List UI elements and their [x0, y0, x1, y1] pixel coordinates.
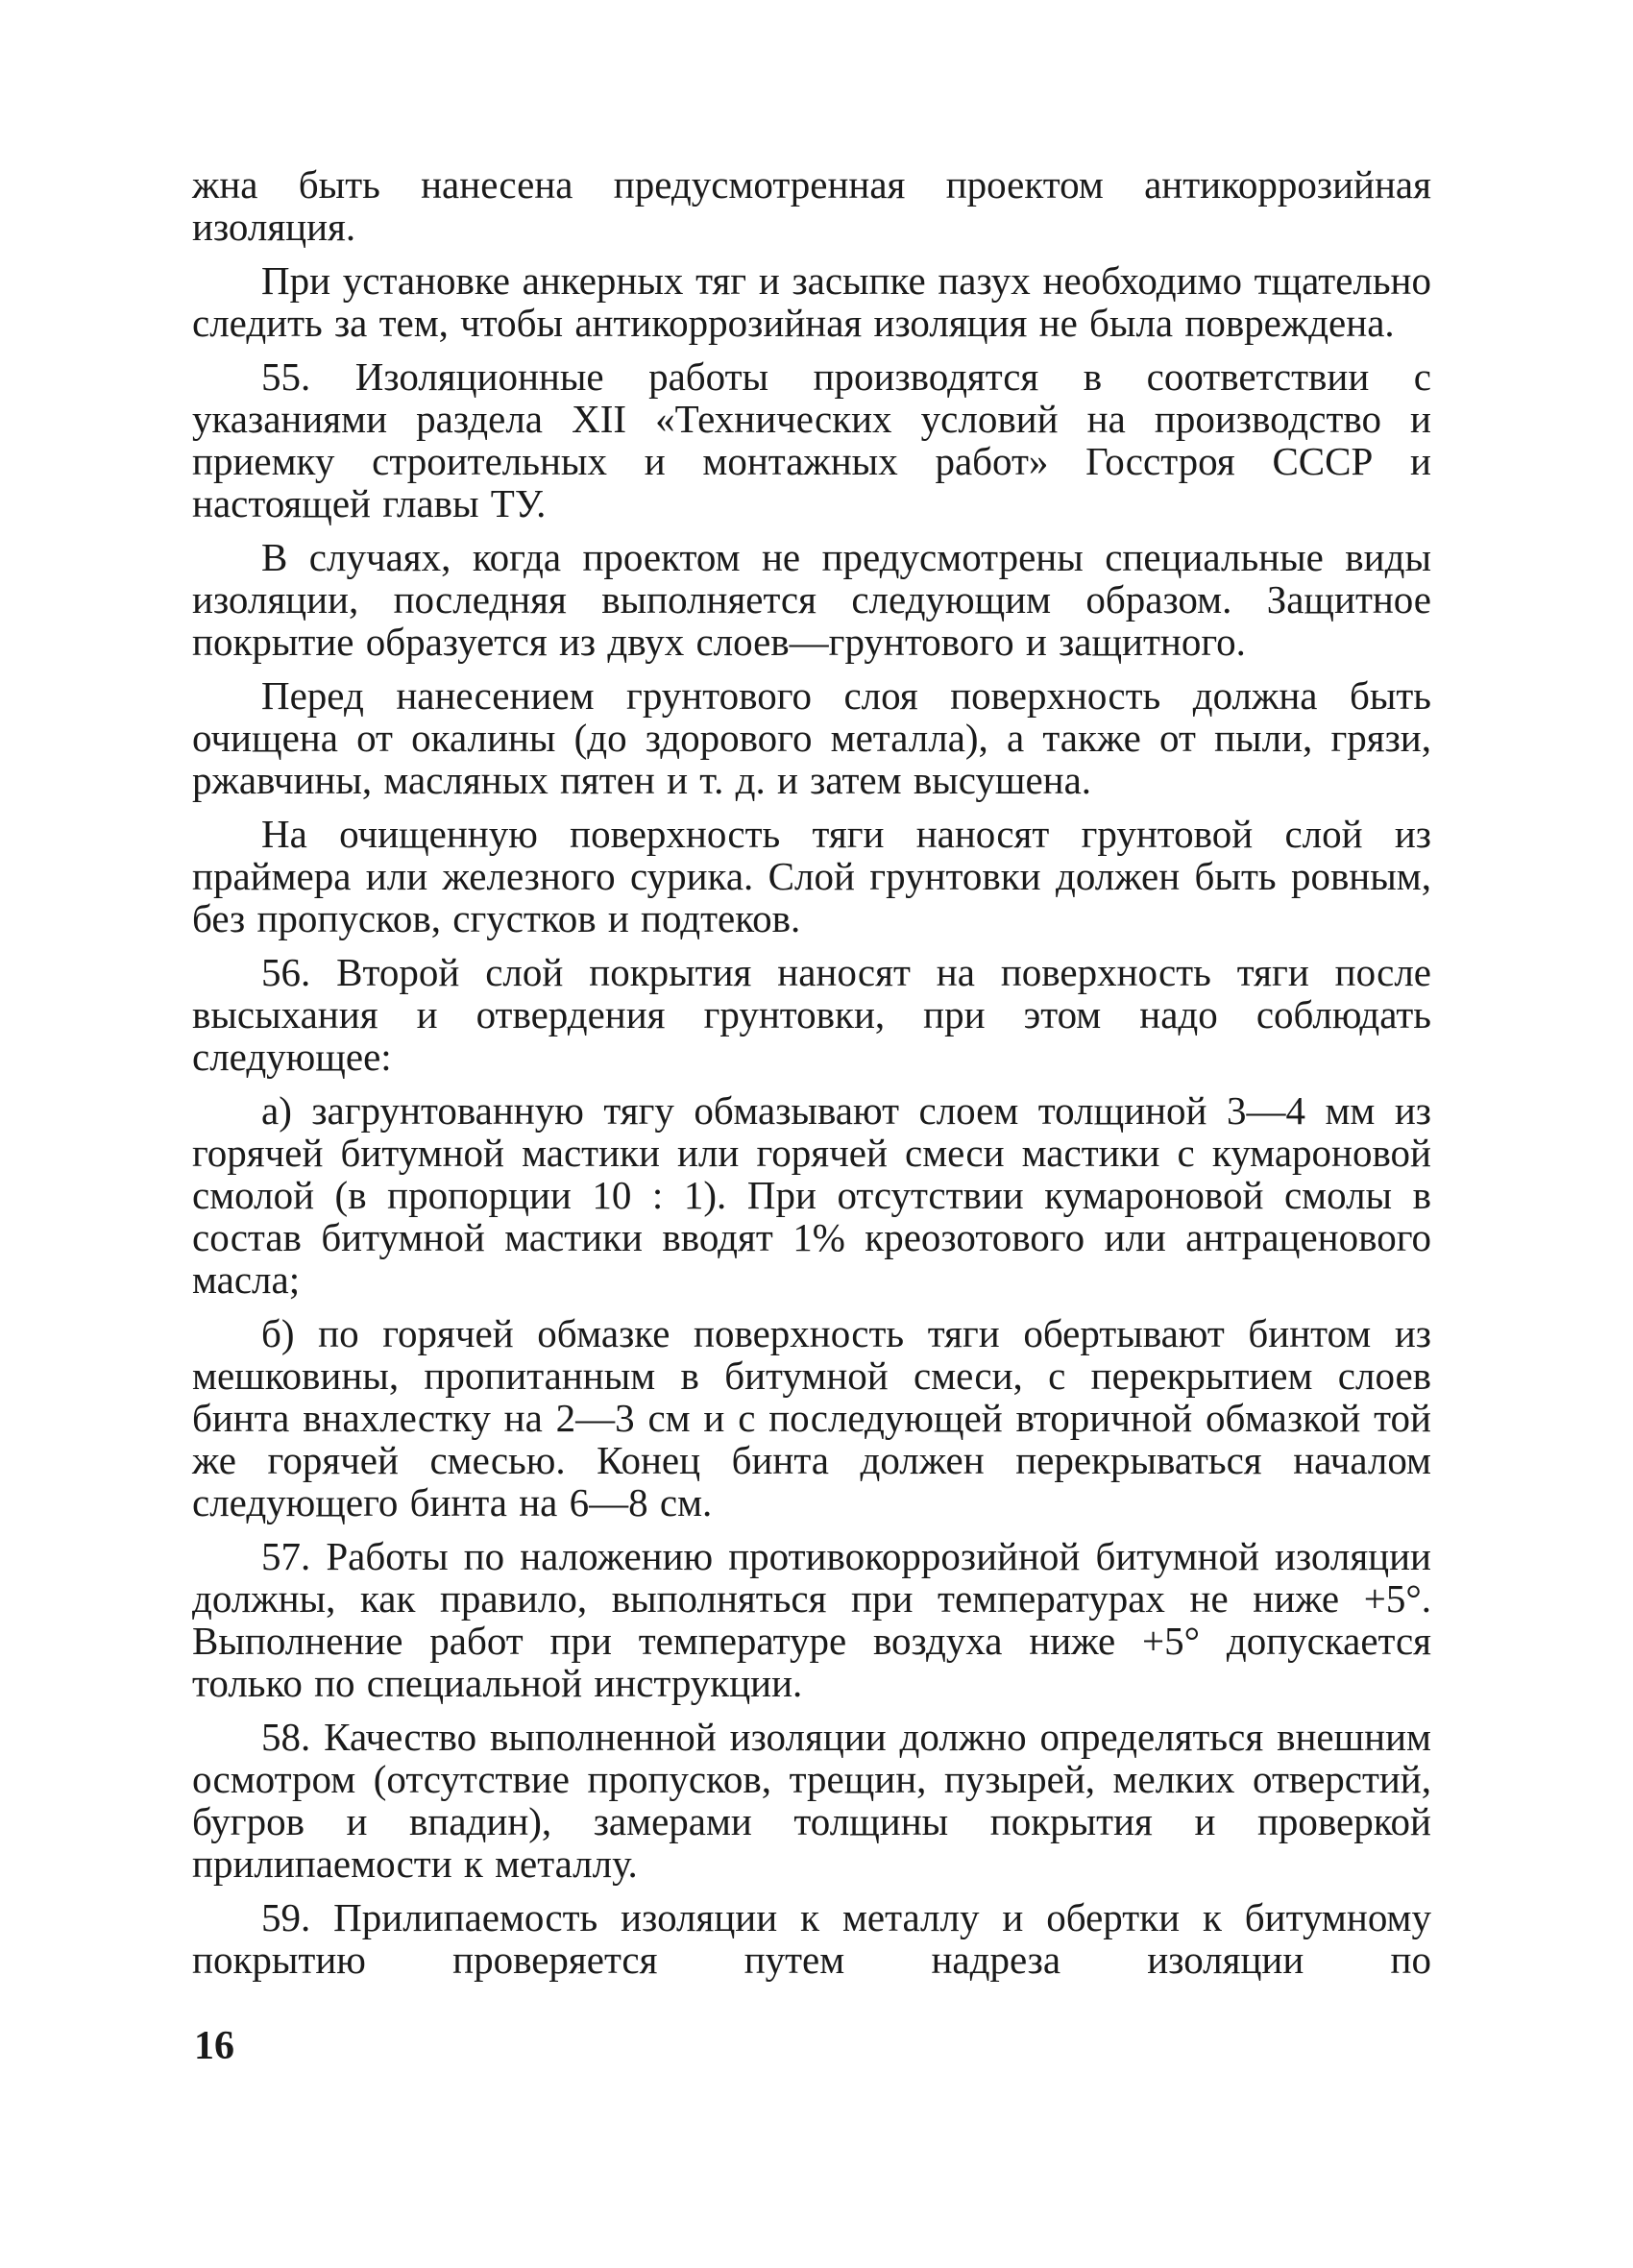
paragraph-isolation-types: В случаях, когда проектом не предусмотрены специальные виды изоляции, последняя выполняется следующим образом. Защитное покрытие образуется из двух слоев—грунтового и защитного.	[192, 535, 1431, 664]
page-number: 16	[194, 2024, 234, 2068]
paragraph-57: 57. Работы по наложению противокоррозийной битумной изоляции должны, как правило, выполняться при температурах не ниже +5°. Выполнение работ при температуре воздуха ниже +5° допускается только по специальной инструкции.	[192, 1534, 1431, 1705]
paragraph-primer-layer: На очищенную поверхность тяги наносят грунтовой слой из праймера или железного сурика. Слой грунтовки должен быть ровным, без пропусков, сгустков и подтеков.	[192, 812, 1431, 940]
page-body	[192, 163, 1431, 1981]
paragraph-56: 56. Второй слой покрытия наносят на поверхность тяги после высыхания и отвердения грунтовки, при этом надо соблюдать следующее:	[192, 950, 1431, 1079]
paragraph-continuation: жна быть нанесена предусмотренная проектом антикоррозийная изоляция.	[192, 162, 1431, 249]
paragraph-surface-prep: Перед нанесением грунтового слоя поверхность должна быть очищена от окалины (до здорового металла), а также от пыли, грязи, ржавчины, масляных пятен и т. д. и затем высушена.	[192, 673, 1431, 802]
paragraph-58: 58. Качество выполненной изоляции должно определяться внешним осмотром (отсутствие пропусков, трещин, пузырей, мелких отверстий, бугров и впадин), замерами толщины покрытия и проверкой прилипаемости к металлу.	[192, 1715, 1431, 1886]
paragraph-55: 55. Изоляционные работы производятся в соответствии с указаниями раздела XII «Технических условий на производство и приемку строительных и монтажных работ» Госстроя СССР и настоящей главы ТУ.	[192, 354, 1431, 525]
paragraph-56-a: а) загрунтованную тягу обмазывают слоем толщиной 3—4 мм из горячей битумной мастики или горячей смеси мастики с кумароновой смолой (в пропорции 10 : 1). При отсутствии кумароновой смолы в состав битумной мастики вводят 1% креозотового или антраценового масла;	[192, 1088, 1431, 1302]
paragraph-59: 59. Прилипаемость изоляции к металлу и обертки к битумному покрытию проверяется путем надреза изоляции по	[192, 1895, 1431, 1982]
paragraph-56-b: б) по горячей обмазке поверхность тяги обертывают бинтом из мешковины, пропитанным в битумной смеси, с перекрытием слоев бинта внахлестку на 2—3 см и с последующей вторичной обмазкой той же горячей смесью. Конец бинта должен перекрываться началом следующего бинта на 6—8 см.	[192, 1311, 1431, 1524]
paragraph-anchor-installation: При установке анкерных тяг и засыпке пазух необходимо тщательно следить за тем, чтобы антикоррозийная изоляция не была повреждена.	[192, 258, 1431, 345]
